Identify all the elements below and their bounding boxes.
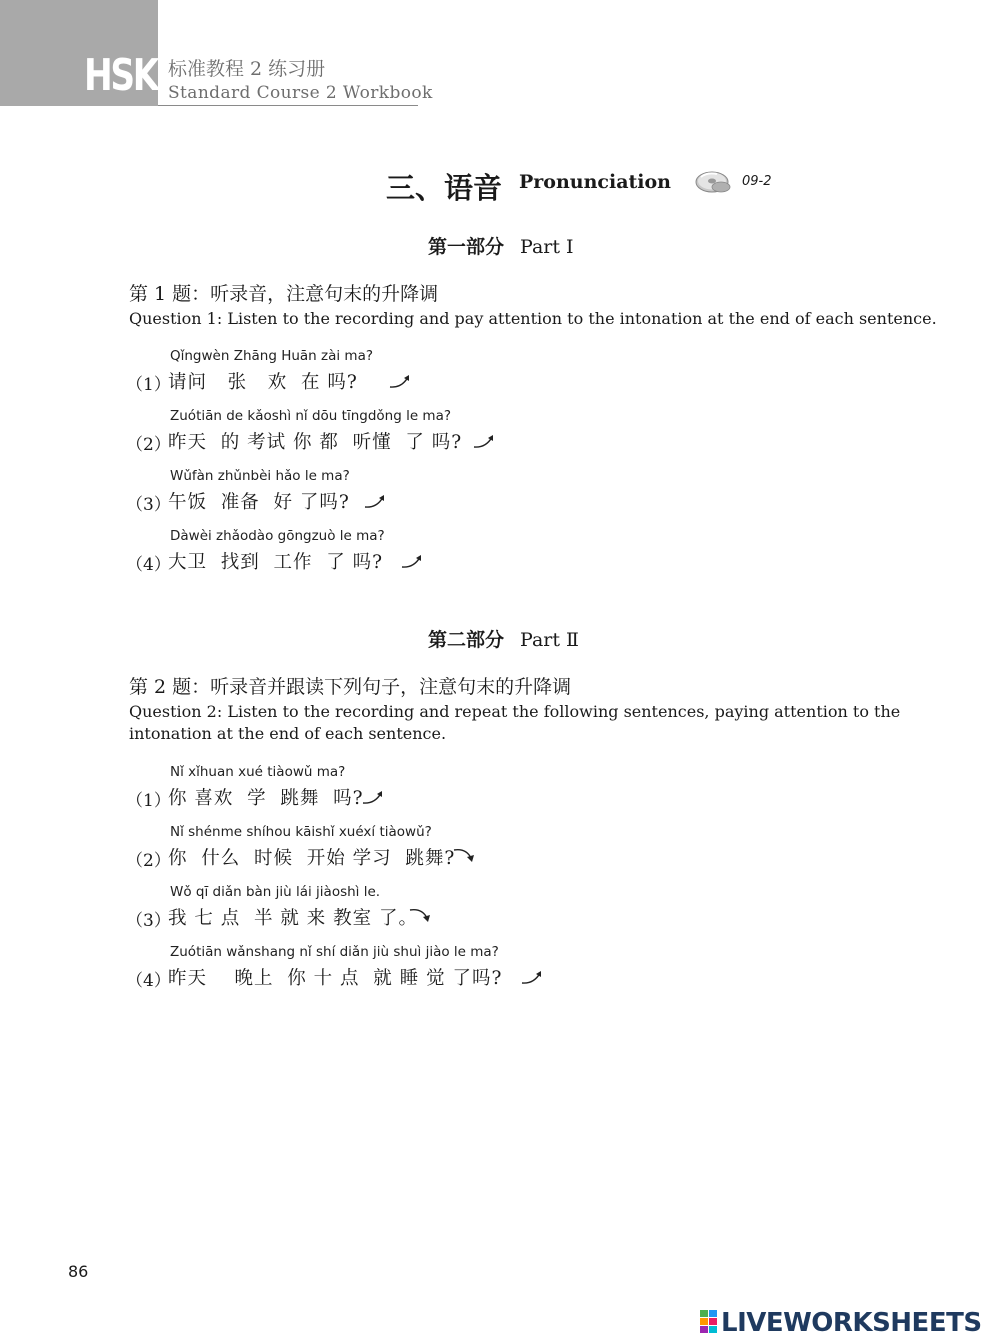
hanzi-line: 大卫 找到 工作 了 吗?	[168, 552, 384, 573]
hsk-logo: HSK	[84, 50, 158, 101]
question2-cn: 第 2 题：听录音并跟读下列句子，注意句末的升降调	[129, 676, 572, 698]
item-number: （1）	[126, 375, 171, 395]
question1-cn: 第 1 题：听录音，注意句末的升降调	[129, 283, 439, 305]
pinyin-line: Dàwèi zhǎodào gōngzuò le ma?	[170, 528, 385, 544]
pinyin-line: Zuótiān de kǎoshì nǐ dōu tīngdǒng le ma?	[170, 408, 452, 424]
section-title-en: Pronunciation	[519, 171, 671, 193]
page-number: 86	[68, 1262, 89, 1281]
part1-title	[428, 232, 574, 259]
rising-intonation-icon	[472, 432, 498, 450]
cd-audio-icon[interactable]	[695, 168, 731, 194]
part2-title	[428, 625, 579, 652]
question1-en: Question 1: Listen to the recording and pay attention to the intonation at the end of each sentence.	[129, 309, 937, 328]
hanzi-line: 请问 张 欢 在 吗?	[168, 372, 358, 393]
item-number: （4）	[126, 971, 171, 991]
liveworksheets-logo-icon	[700, 1310, 718, 1334]
item-number: （3）	[126, 495, 171, 515]
hanzi-line: 昨天 晚上 你 十 点 就 睡 觉 了吗?	[168, 968, 503, 989]
track-number: 09-2	[742, 174, 772, 189]
item-number: （2）	[126, 851, 171, 871]
item-number: （1）	[126, 791, 171, 811]
section-title-cn: 三、语音	[386, 171, 503, 205]
item-number: （4）	[126, 555, 171, 575]
rising-intonation-icon	[361, 788, 387, 806]
part2-title-en: Part Ⅱ	[520, 629, 579, 651]
rising-intonation-icon	[388, 372, 414, 390]
rising-intonation-icon	[363, 492, 389, 510]
item-number: （3）	[126, 911, 171, 931]
falling-intonation-icon	[452, 846, 478, 864]
item-number: （2）	[126, 435, 171, 455]
hanzi-line: 你 喜欢 学 跳舞 吗?	[168, 788, 364, 809]
pinyin-line: Wǔfàn zhǔnbèi hǎo le ma?	[170, 468, 350, 484]
pinyin-line: Wǒ qī diǎn bàn jiù lái jiàoshì le.	[170, 884, 381, 900]
pinyin-line: Nǐ shénme shíhou kāishǐ xuéxí tiàowǔ?	[170, 824, 432, 840]
pinyin-line: Zuótiān wǎnshang nǐ shí diǎn jiù shuì jiào le ma?	[170, 944, 499, 960]
falling-intonation-icon	[408, 906, 434, 924]
question2-en-line1: Question 2: Listen to the recording and repeat the following sentences, paying attention to the	[129, 702, 901, 721]
hanzi-line: 午饭 准备 好 了吗?	[168, 492, 350, 513]
hanzi-line: 我 七 点 半 就 来 教室 了。	[168, 908, 419, 929]
rising-intonation-icon	[520, 968, 546, 986]
header-underline	[158, 105, 418, 106]
pinyin-line: Nǐ xǐhuan xué tiàowǔ ma?	[170, 764, 346, 780]
hanzi-line: 昨天 的 考试 你 都 听懂 了 吗?	[168, 432, 463, 453]
watermark-text: LIVEWORKSHEETS	[721, 1308, 982, 1338]
part1-title-en: Part Ⅰ	[520, 236, 574, 258]
hanzi-line: 你 什么 时候 开始 学习 跳舞?	[168, 848, 456, 869]
pinyin-line: Qǐngwèn Zhāng Huān zài ma?	[170, 348, 374, 364]
rising-intonation-icon	[400, 552, 426, 570]
book-title-cn: 标准教程 2 练习册	[168, 58, 326, 80]
question2-en-line2: intonation at the end of each sentence.	[129, 724, 447, 743]
book-title-en: Standard Course 2 Workbook	[168, 83, 433, 103]
part1-title-cn: 第一部分	[428, 236, 505, 258]
part2-title-cn: 第二部分	[428, 629, 505, 651]
